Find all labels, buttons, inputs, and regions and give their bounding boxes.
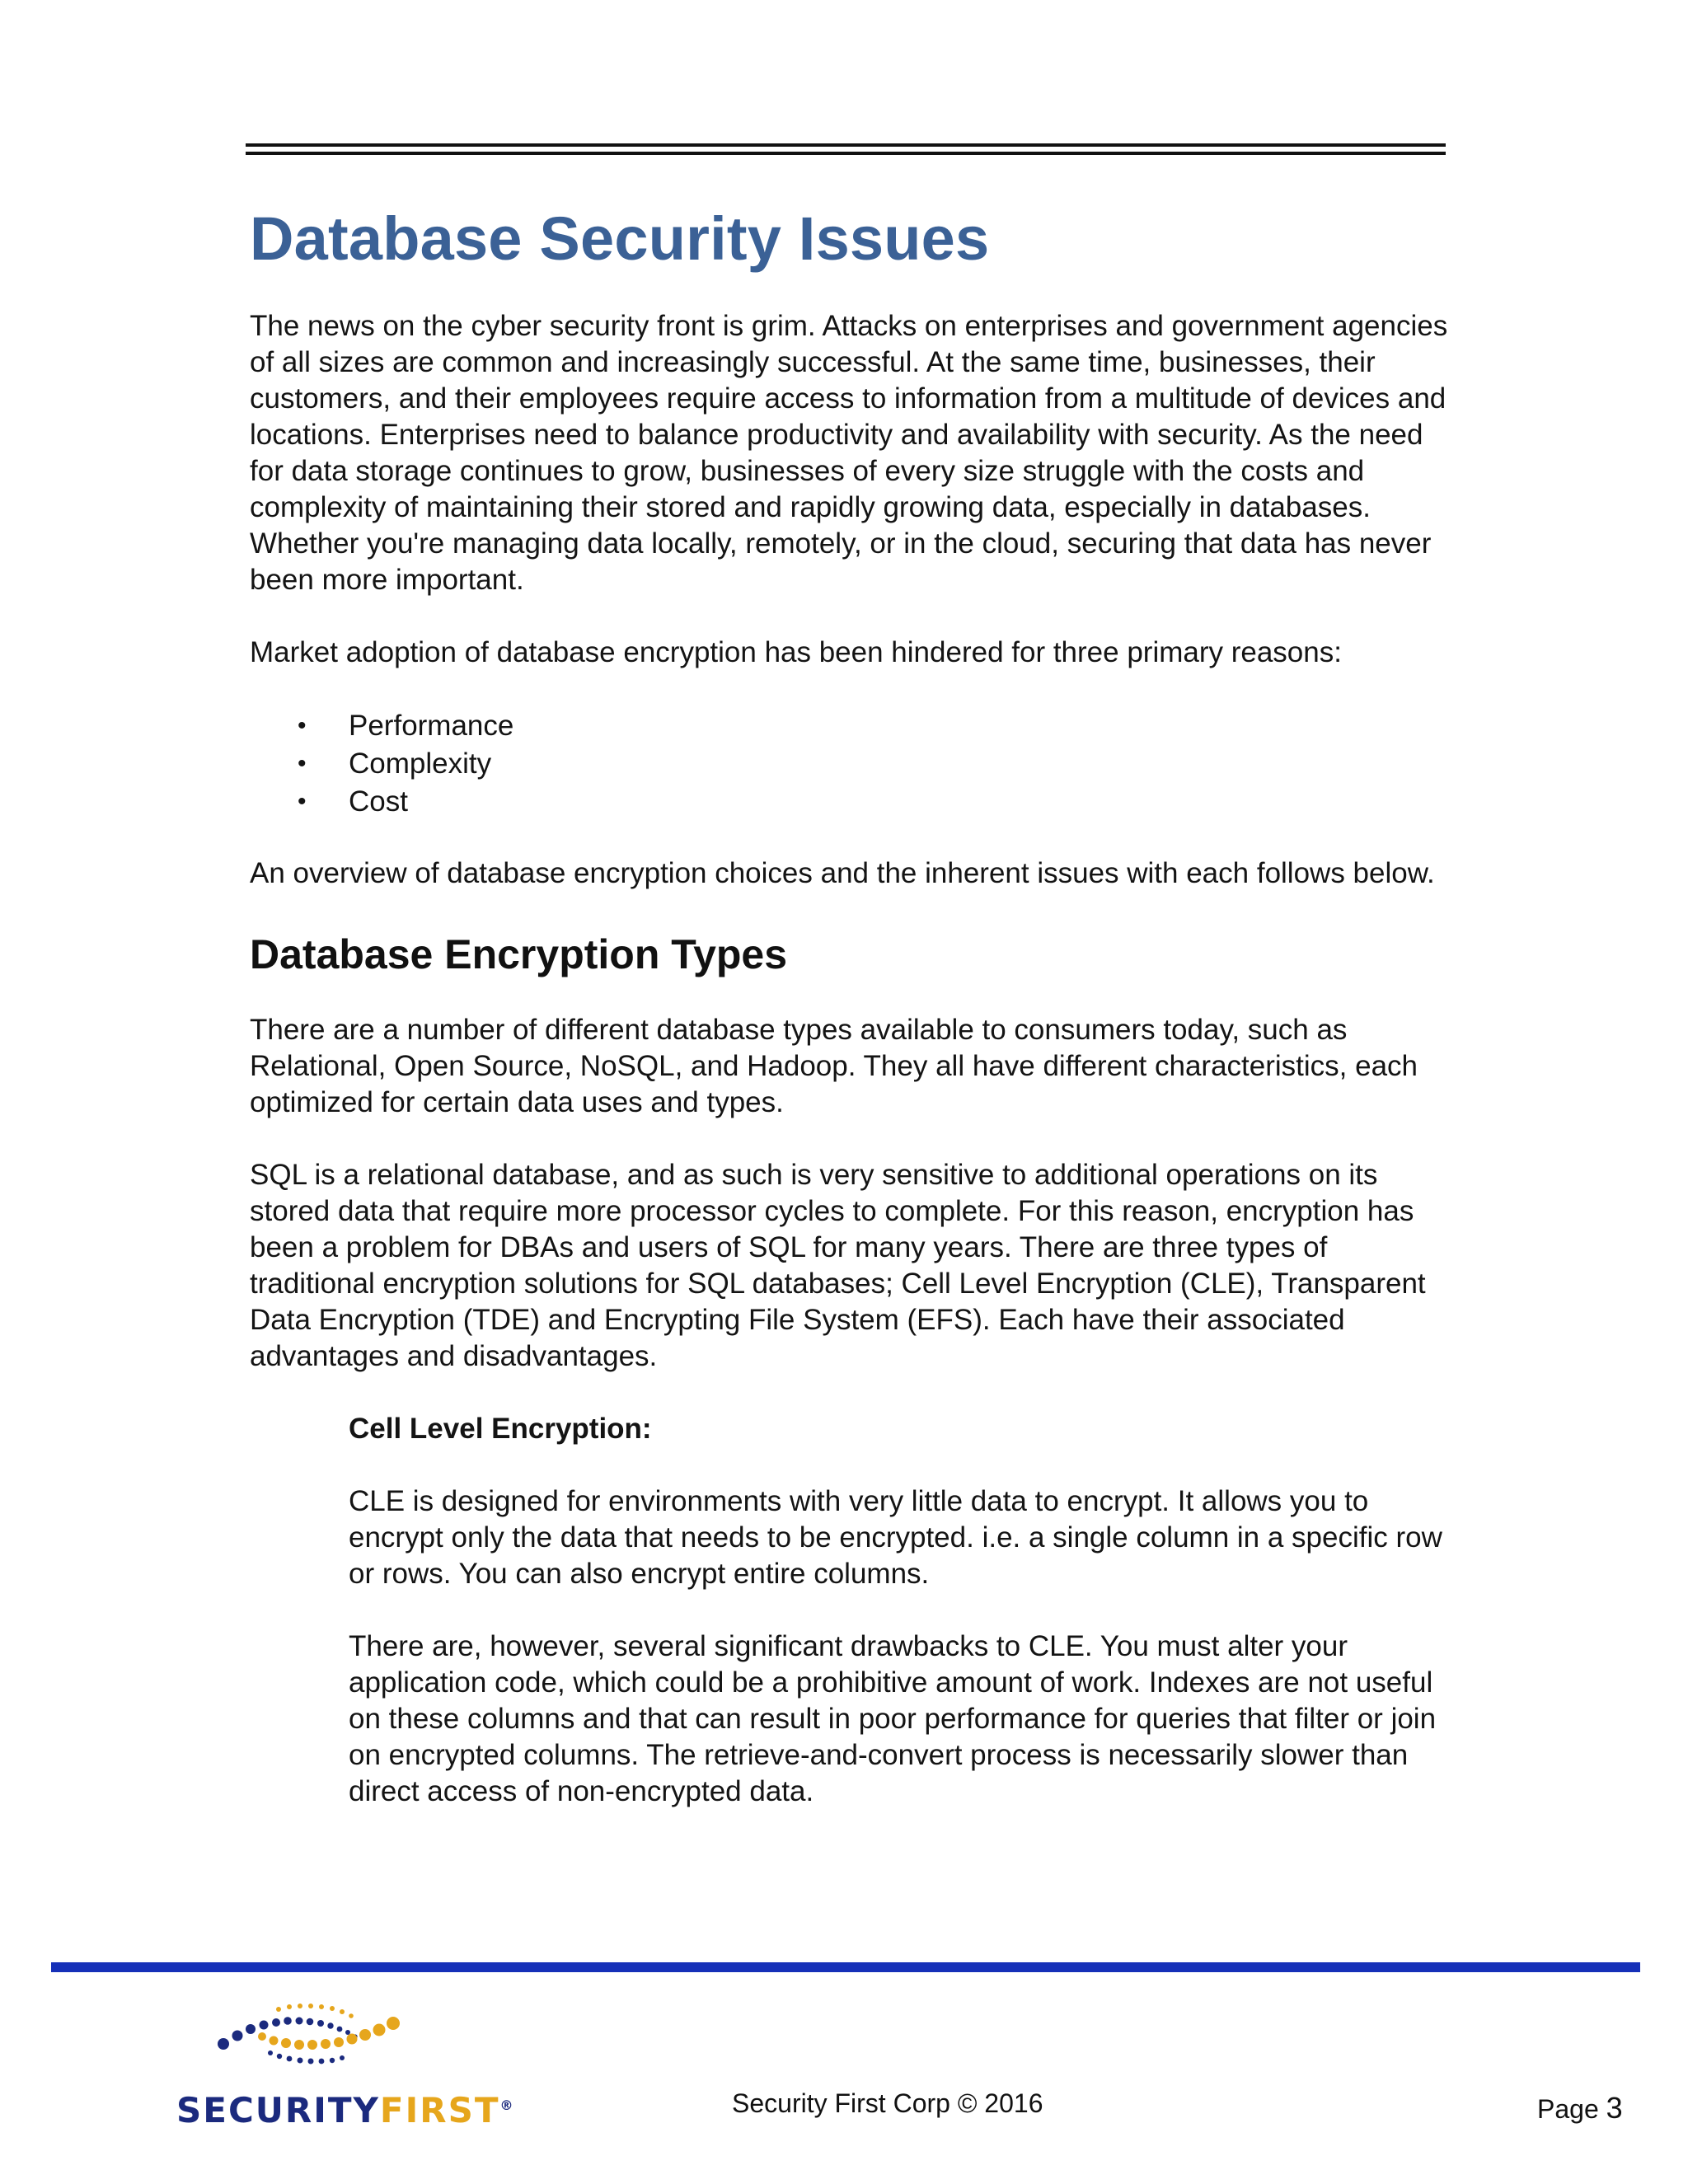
list-item-label: Complexity [349,748,492,780]
section-heading: Database Encryption Types [250,931,788,977]
overview-paragraph: An overview of database encryption choices and the inherent issues with each follows below. [250,857,1435,889]
page-content [250,198,1453,1810]
header-rule-bottom [246,152,1446,155]
cle-section [349,1411,1453,1810]
list-item-label: Cost [349,785,408,818]
sql-paragraph: SQL is a relational database, and as such is very sensitive to additional operations on its stored data that require more processor cycles to complete. For this reason, encryption has been a problem for DBAs and users of SQL for many years. There are three types of traditional encryption solutions for SQL databases; Cell Level Encryption (CLE), Transparent Data Encryption (TDE) and Encrypting File System (EFS). Each have their associated advantages and disadvantages. [250,1159,1426,1372]
list-item-label: Performance [349,710,514,742]
intro-paragraph: The news on the cyber security front is grim. Attacks on enterprises and government agencies of all sizes are common and increasingly successful. At the same time, businesses, their customers, and their employees require access to information from a multitude of devices and locations. Enterprises need to balance productivity and availability with security. As the need for data storage continues to grow, businesses of every size struggle with the costs and complexity of maintaining their stored and rapidly growing data, especially in databases. Whether you're managing data locally, remotely, or in the cloud, securing that data has never been more important. [250,310,1448,596]
logo-word-security: SECURITY [176,2090,380,2130]
cle-heading: Cell Level Encryption: [349,1413,652,1445]
page-number-value: 3 [1606,2091,1623,2125]
bullet-icon: • [298,788,307,815]
types-paragraph: There are a number of different database types available to consumers today, such as Relational, Open Source, NoSQL, and Hadoop. They all have different characteristics, each optimized for certain data uses and types. [250,1014,1418,1118]
bullet-icon: • [298,712,307,739]
header-rule-top [246,143,1446,147]
footer-rule [51,1962,1640,1972]
cle-paragraph-1: CLE is designed for environments with very little data to encrypt. It allows you to encrypt only the data that needs to be encrypted. i.e. a single column in a specific row or rows. You can also encrypt entire columns. [349,1485,1442,1590]
page-title: Database Security Issues [250,204,990,273]
company-logo-wordmark [176,2085,513,2131]
reasons-list [250,707,1453,821]
bullet-icon: • [298,750,307,777]
page-label: Page [1537,2094,1599,2124]
page-number [1537,2092,1623,2125]
list-item [250,783,1453,821]
market-paragraph: Market adoption of database encryption has been hindered for three primary reasons: [250,636,1342,668]
logo-word-first: FIRST [379,2090,500,2130]
registered-mark: ® [499,2097,513,2113]
list-item [250,707,1453,745]
list-item [250,745,1453,783]
footer-copyright: Security First Corp © 2016 [732,2088,1043,2118]
cle-paragraph-2: There are, however, several significant drawbacks to CLE. You must alter your application code, which could be a prohibitive amount of work. Indexes are not useful on these columns and that can result in poor performance for queries that filter or join on encrypted columns. The retrieve-and-convert process is necessarily slower than direct access of non-encrypted data. [349,1630,1437,1807]
